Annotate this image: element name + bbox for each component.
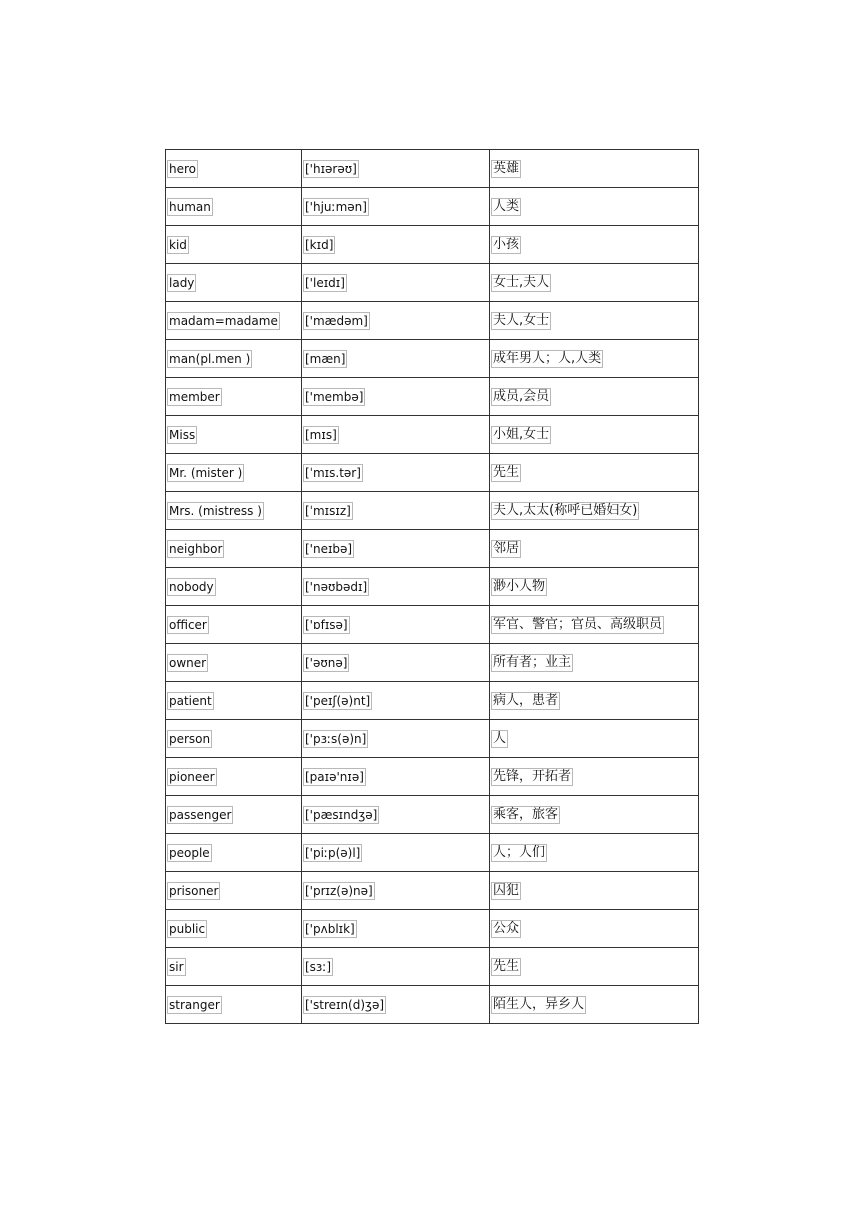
word-cell	[166, 264, 302, 302]
table-row	[166, 682, 699, 720]
word-cell-text: owner	[169, 655, 207, 670]
meaning-cell-text: 小孩	[493, 236, 520, 252]
word-cell	[166, 530, 302, 568]
meaning-cell-text: 英雄	[493, 160, 520, 176]
word-cell	[166, 872, 302, 910]
meaning-cell	[490, 606, 699, 644]
table-row	[166, 416, 699, 454]
phonetic-cell-text: ['hjuːmən]	[305, 199, 367, 214]
phonetic-cell-text: ['prɪz(ə)nə]	[305, 883, 373, 898]
phonetic-cell-text: ['peɪʃ(ə)nt]	[305, 693, 371, 708]
vocabulary-table-body	[166, 150, 699, 1024]
table-row	[166, 454, 699, 492]
phonetic-cell-text: ['neɪbə]	[305, 541, 353, 556]
word-cell-text: Miss	[169, 427, 196, 442]
word-cell-text: pioneer	[169, 769, 215, 784]
word-cell	[166, 454, 302, 492]
phonetic-cell	[302, 264, 490, 302]
word-cell-text: passenger	[169, 807, 232, 822]
word-cell	[166, 188, 302, 226]
meaning-cell	[490, 872, 699, 910]
meaning-cell-text: 夫人,女士	[493, 312, 550, 328]
phonetic-cell	[302, 644, 490, 682]
phonetic-cell	[302, 150, 490, 188]
meaning-cell	[490, 264, 699, 302]
meaning-cell-text: 先生	[493, 958, 520, 974]
meaning-cell-text: 乘客，旅客	[493, 806, 559, 822]
phonetic-cell	[302, 948, 490, 986]
meaning-cell	[490, 644, 699, 682]
table-row	[166, 150, 699, 188]
phonetic-cell-text: ['leɪdɪ]	[305, 275, 345, 290]
meaning-cell	[490, 796, 699, 834]
meaning-cell-text: 人	[493, 730, 507, 746]
meaning-cell	[490, 378, 699, 416]
phonetic-cell	[302, 720, 490, 758]
table-row	[166, 340, 699, 378]
word-cell-text: people	[169, 845, 210, 860]
phonetic-cell	[302, 302, 490, 340]
meaning-cell	[490, 834, 699, 872]
word-cell-text: member	[169, 389, 220, 404]
phonetic-cell-text: ['piːp(ə)l]	[305, 845, 361, 860]
meaning-cell	[490, 720, 699, 758]
table-row	[166, 872, 699, 910]
word-cell-text: stranger	[169, 997, 220, 1012]
phonetic-cell	[302, 492, 490, 530]
meaning-cell-text: 成员,会员	[493, 388, 550, 404]
table-row	[166, 226, 699, 264]
phonetic-cell-text: ['membə]	[305, 389, 364, 404]
meaning-cell-text: 公众	[493, 920, 520, 936]
word-cell-text: public	[169, 921, 206, 936]
meaning-cell	[490, 150, 699, 188]
word-cell-text: person	[169, 731, 211, 746]
meaning-cell	[490, 340, 699, 378]
phonetic-cell-text: ['pʌblɪk]	[305, 921, 355, 936]
word-cell	[166, 492, 302, 530]
word-cell-text: neighbor	[169, 541, 223, 556]
word-cell-text: sir	[169, 959, 184, 974]
vocabulary-table	[165, 149, 699, 1024]
table-row	[166, 796, 699, 834]
word-cell	[166, 720, 302, 758]
word-cell-text: Mr. (mister )	[169, 465, 243, 480]
word-cell-text: officer	[169, 617, 207, 632]
meaning-cell	[490, 188, 699, 226]
table-row	[166, 492, 699, 530]
word-cell	[166, 796, 302, 834]
phonetic-cell-text: ['pɜːs(ə)n]	[305, 731, 367, 746]
phonetic-cell	[302, 872, 490, 910]
word-cell-text: prisoner	[169, 883, 219, 898]
word-cell	[166, 682, 302, 720]
meaning-cell	[490, 226, 699, 264]
phonetic-cell	[302, 340, 490, 378]
table-row	[166, 644, 699, 682]
table-row	[166, 834, 699, 872]
word-cell	[166, 910, 302, 948]
meaning-cell	[490, 910, 699, 948]
table-row	[166, 568, 699, 606]
phonetic-cell-text: [mɪs]	[305, 427, 337, 442]
phonetic-cell	[302, 226, 490, 264]
word-cell-text: man(pl.men )	[169, 351, 251, 366]
phonetic-cell	[302, 796, 490, 834]
word-cell-text: nobody	[169, 579, 214, 594]
meaning-cell	[490, 682, 699, 720]
meaning-cell-text: 人；人们	[493, 844, 546, 860]
meaning-cell-text: 成年男人；人,人类	[493, 350, 602, 366]
phonetic-cell-text: [ˈmɪs.tər]	[305, 465, 361, 480]
phonetic-cell-text: [sɜː]	[305, 959, 332, 974]
word-cell-text: patient	[169, 693, 212, 708]
meaning-cell-text: 邻居	[493, 540, 520, 556]
meaning-cell-text: 病人，患者	[493, 692, 559, 708]
meaning-cell	[490, 454, 699, 492]
phonetic-cell-text: [kɪd]	[305, 237, 334, 252]
meaning-cell	[490, 530, 699, 568]
meaning-cell-text: 人类	[493, 198, 520, 214]
word-cell-text: lady	[169, 275, 195, 290]
phonetic-cell	[302, 378, 490, 416]
word-cell	[166, 758, 302, 796]
phonetic-cell-text: ['streɪn(d)ʒə]	[305, 997, 385, 1012]
meaning-cell-text: 军官、警官；官员、高级职员	[493, 616, 663, 632]
word-cell	[166, 340, 302, 378]
word-cell-text: kid	[169, 237, 187, 252]
phonetic-cell-text: ['ɒfɪsə]	[305, 617, 348, 632]
meaning-cell	[490, 492, 699, 530]
word-cell	[166, 834, 302, 872]
meaning-cell	[490, 568, 699, 606]
phonetic-cell	[302, 416, 490, 454]
phonetic-cell	[302, 454, 490, 492]
word-cell	[166, 416, 302, 454]
phonetic-cell-text: ['mædəm]	[305, 313, 368, 328]
phonetic-cell	[302, 530, 490, 568]
phonetic-cell-text: ['hɪərəʊ]	[305, 161, 357, 176]
meaning-cell-text: 先锋，开拓者	[493, 768, 572, 784]
meaning-cell-text: 女士,夫人	[493, 274, 550, 290]
phonetic-cell-text: [ˈmɪsɪz]	[305, 503, 351, 518]
table-row	[166, 188, 699, 226]
meaning-cell-text: 先生	[493, 464, 520, 480]
table-row	[166, 986, 699, 1024]
phonetic-cell-text: ['əʊnə]	[305, 655, 348, 670]
meaning-cell-text: 小姐,女士	[493, 426, 550, 442]
word-cell-text: madam=madame	[169, 313, 278, 328]
phonetic-cell	[302, 188, 490, 226]
word-cell-text: human	[169, 199, 211, 214]
phonetic-cell	[302, 986, 490, 1024]
phonetic-cell	[302, 568, 490, 606]
meaning-cell	[490, 986, 699, 1024]
phonetic-cell	[302, 910, 490, 948]
phonetic-cell	[302, 834, 490, 872]
table-row	[166, 264, 699, 302]
meaning-cell-text: 渺小人物	[493, 578, 546, 594]
word-cell	[166, 948, 302, 986]
phonetic-cell-text: ['pæsɪndʒə]	[305, 807, 378, 822]
meaning-cell	[490, 948, 699, 986]
phonetic-cell	[302, 758, 490, 796]
meaning-cell	[490, 758, 699, 796]
meaning-cell	[490, 302, 699, 340]
table-row	[166, 530, 699, 568]
table-row	[166, 302, 699, 340]
meaning-cell-text: 囚犯	[493, 882, 520, 898]
word-cell	[166, 226, 302, 264]
word-cell-text: Mrs. (mistress )	[169, 503, 262, 518]
word-cell	[166, 986, 302, 1024]
word-cell	[166, 606, 302, 644]
phonetic-cell-text: ['nəʊbədɪ]	[305, 579, 368, 594]
meaning-cell	[490, 416, 699, 454]
phonetic-cell-text: [paɪə'nɪə]	[305, 769, 364, 784]
phonetic-cell	[302, 682, 490, 720]
table-row	[166, 758, 699, 796]
meaning-cell-text: 所有者；业主	[493, 654, 572, 670]
table-row	[166, 720, 699, 758]
word-cell	[166, 378, 302, 416]
meaning-cell-text: 陌生人，异乡人	[493, 996, 585, 1012]
word-cell	[166, 150, 302, 188]
word-cell	[166, 302, 302, 340]
table-row	[166, 606, 699, 644]
meaning-cell-text: 夫人,太太(称呼已婚妇女)	[493, 502, 638, 518]
table-row	[166, 948, 699, 986]
word-cell	[166, 644, 302, 682]
table-row	[166, 910, 699, 948]
word-cell-text: hero	[169, 161, 196, 176]
word-cell	[166, 568, 302, 606]
phonetic-cell	[302, 606, 490, 644]
table-row	[166, 378, 699, 416]
phonetic-cell-text: [mæn]	[305, 351, 346, 366]
